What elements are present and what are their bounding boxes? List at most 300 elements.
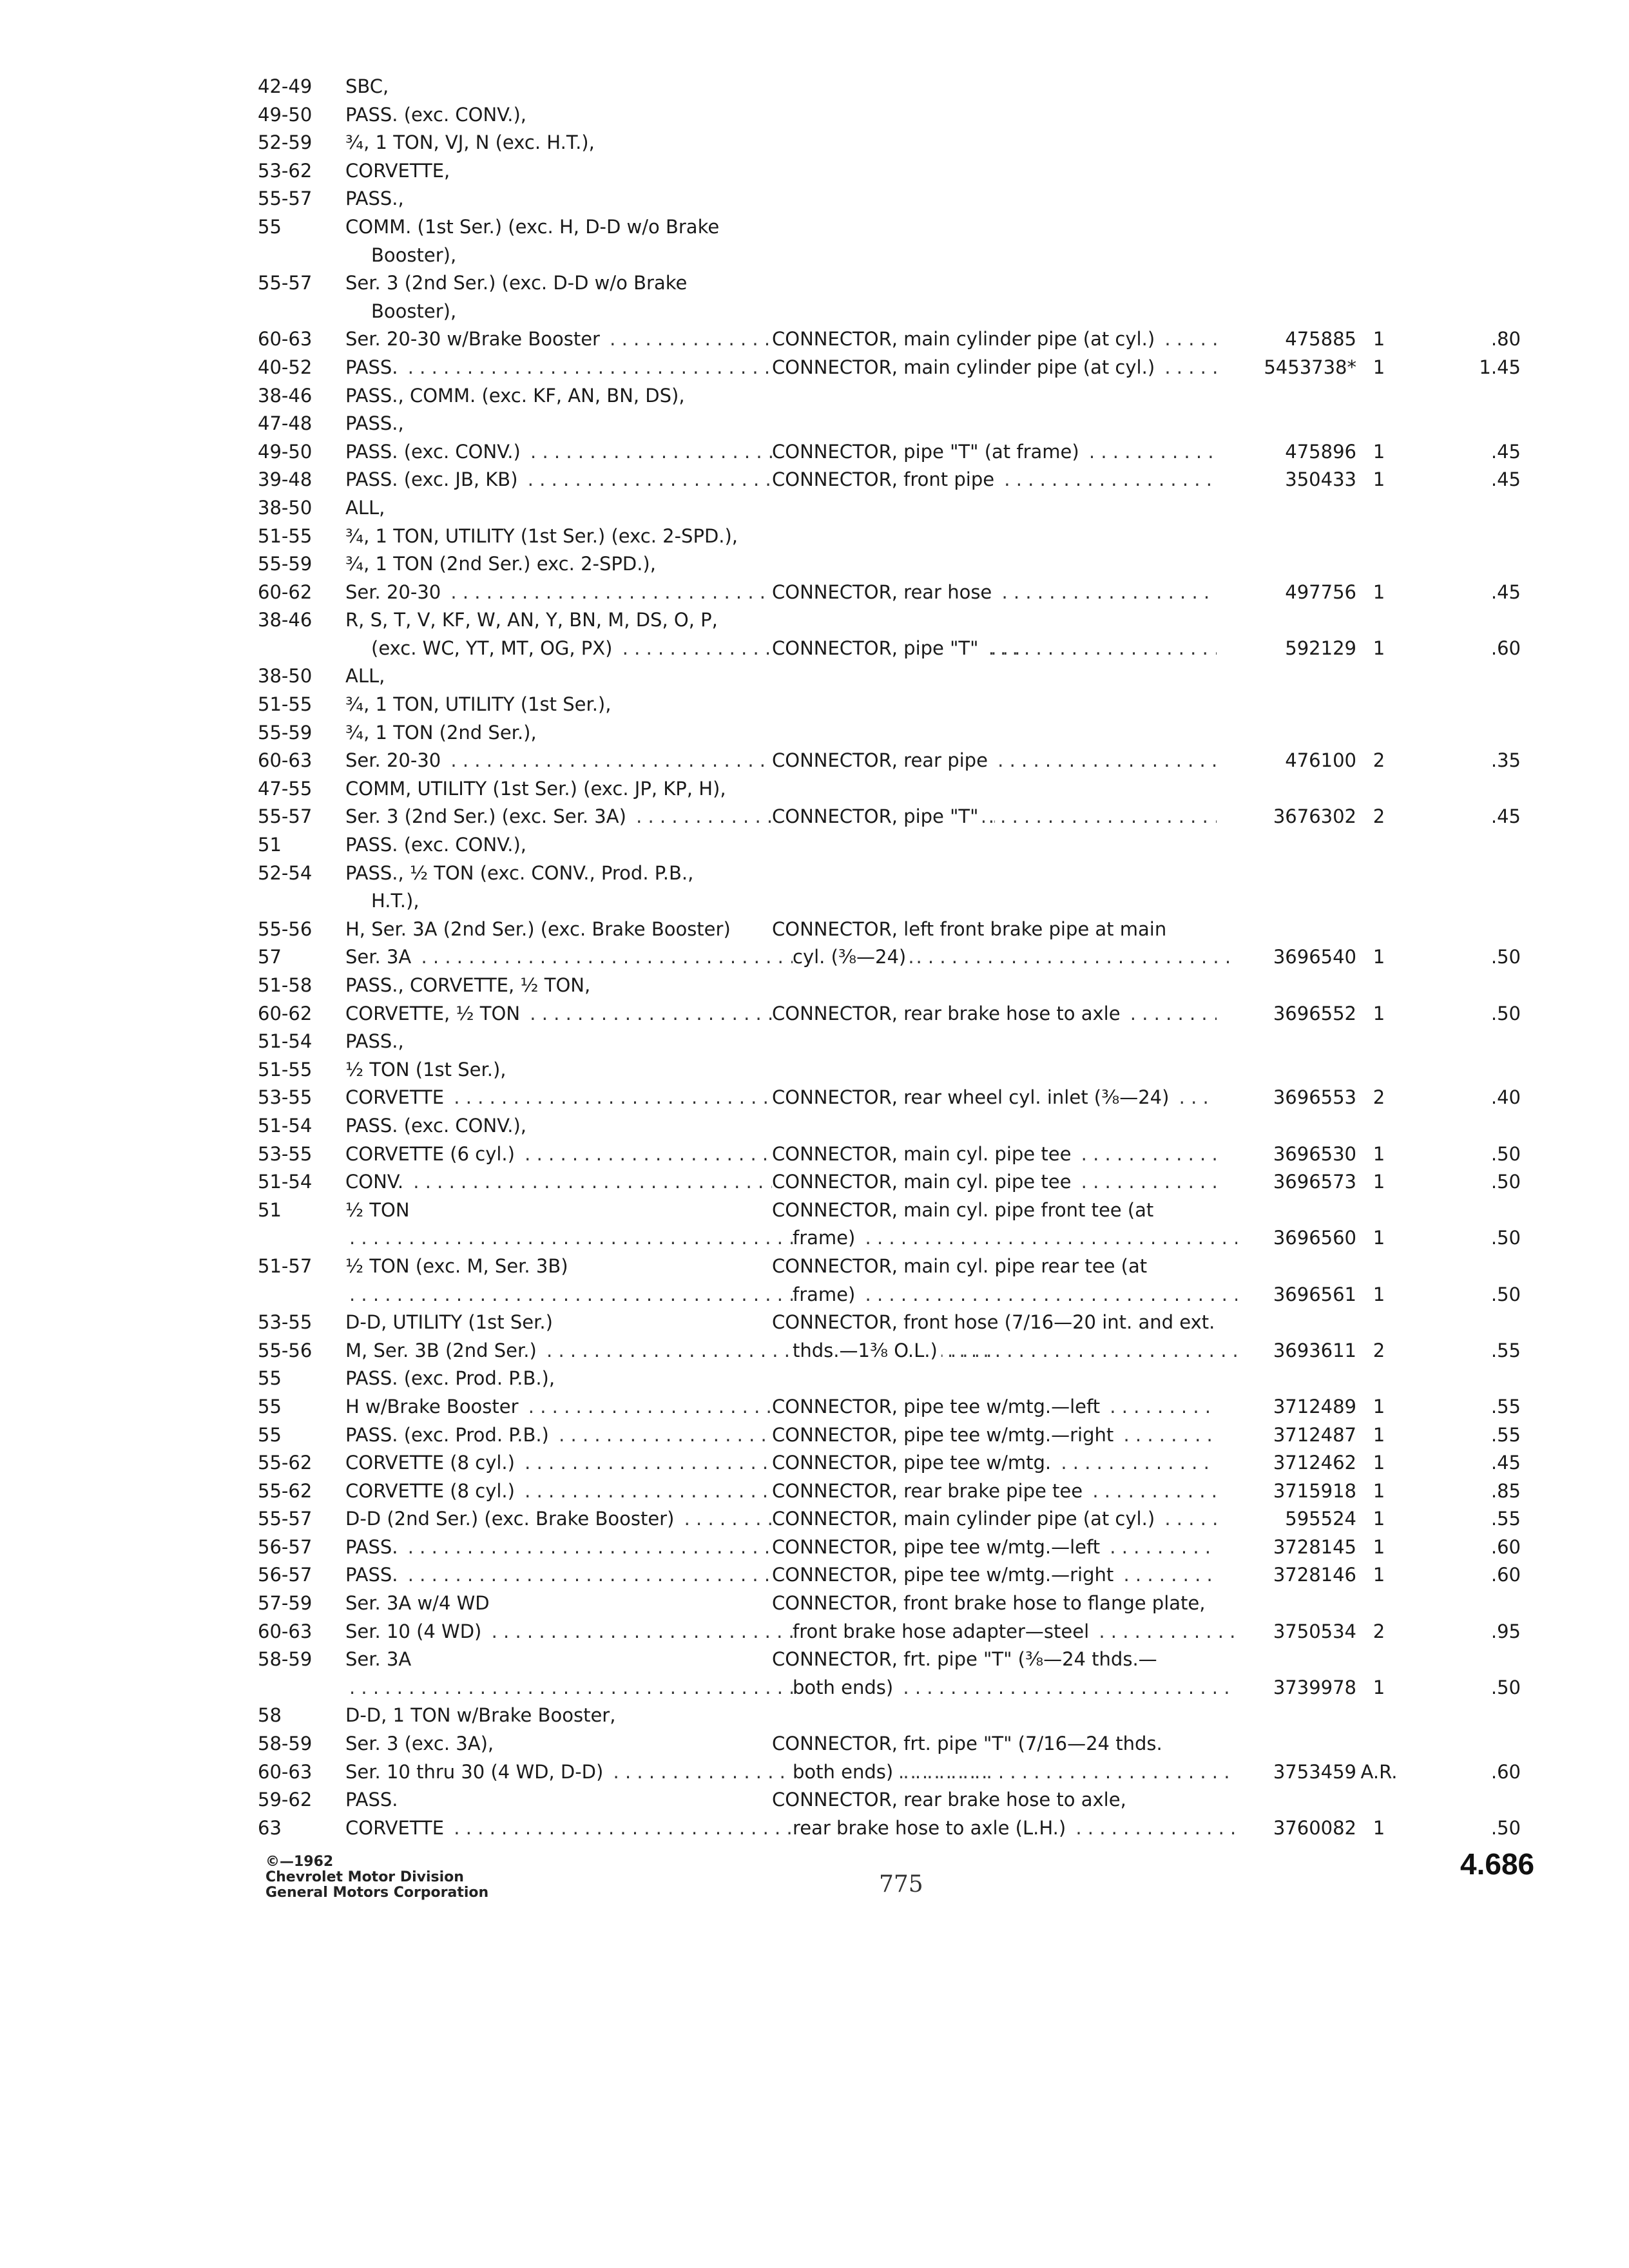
catalog-row: [258, 1618, 1521, 1646]
part-number: 3715918: [1273, 1479, 1356, 1502]
application-text: ¾, 1 TON, VJ, N (exc. H.T.),: [345, 129, 995, 157]
application-text: ½ TON (1st Ser.),: [345, 1056, 995, 1084]
application-text: Ser. 3 (2nd Ser.) (exc. D-D w/o Brake: [345, 269, 995, 298]
application-text: CORVETTE (8 cyl.) . . .: [345, 1477, 995, 1506]
quantity: 1: [1373, 328, 1385, 351]
model-years: 55-62: [258, 1479, 313, 1502]
application-text: Ser. 20-30 . . .: [345, 747, 995, 775]
model-years: 51: [258, 1198, 282, 1221]
price: .95: [1490, 1620, 1521, 1642]
quantity: 1: [1373, 1479, 1385, 1502]
catalog-row: [258, 1112, 1514, 1140]
corporation-line: General Motors Corporation: [265, 1885, 489, 1901]
price: .80: [1490, 328, 1521, 351]
part-number: 3696573: [1273, 1171, 1356, 1193]
model-years: 51-55: [258, 524, 313, 547]
part-number: 475885: [1285, 328, 1356, 351]
part-number: 3696552: [1273, 1002, 1356, 1024]
division-line: Chevrolet Motor Division: [265, 1869, 464, 1885]
catalog-row: [258, 916, 1514, 944]
application-text: ½ TON (exc. M, Ser. 3B): [345, 1253, 995, 1281]
part-number: 3712462: [1273, 1452, 1356, 1474]
price: .60: [1490, 1535, 1521, 1558]
quantity: 1: [1373, 468, 1385, 491]
model-years: 55: [258, 215, 282, 238]
quantity: 1: [1373, 637, 1385, 659]
quantity: A.R.: [1360, 1760, 1398, 1783]
quantity: 1: [1373, 440, 1385, 463]
part-description: CONNECTOR, front pipe . . .: [772, 466, 1217, 494]
catalog-row: [258, 943, 1521, 972]
part-description: frame) . . .: [793, 1224, 1237, 1253]
part-description: [772, 775, 1217, 803]
part-description: [772, 523, 1217, 551]
application-text: Ser. 20-30 w/Brake Booster . . .: [345, 325, 995, 354]
part-description: [772, 606, 1217, 635]
model-years: 53-62: [258, 159, 313, 182]
catalog-row: [258, 1702, 1514, 1730]
part-description: [772, 410, 1217, 438]
part-number: 3696530: [1273, 1142, 1356, 1165]
part-description: CONNECTOR, main cyl. pipe rear tee (at: [772, 1253, 1217, 1281]
model-years: 55-57: [258, 187, 313, 210]
catalog-row: [258, 1393, 1521, 1421]
part-description: [772, 157, 1217, 186]
catalog-row: [258, 1533, 1521, 1562]
catalog-row: [258, 466, 1521, 494]
catalog-row: [258, 1786, 1514, 1814]
application-text: CORVETTE,: [345, 157, 995, 186]
part-description: CONNECTOR, rear brake hose to axle . . .: [772, 1000, 1217, 1028]
application-text: CORVETTE . . .: [345, 1814, 995, 1843]
part-number: 595524: [1285, 1508, 1356, 1530]
part-description: CONNECTOR, main cylinder pipe (at cyl.) . . .: [772, 354, 1217, 382]
part-description: CONNECTOR, pipe "T" . . .: [772, 803, 1217, 831]
part-number: 3693611: [1273, 1339, 1356, 1361]
application-text: CORVETTE, ½ TON . . .: [345, 1000, 995, 1028]
quantity: 1: [1373, 1002, 1385, 1024]
quantity: 1: [1373, 1452, 1385, 1474]
catalog-row: [258, 1309, 1514, 1337]
catalog-row: [258, 382, 1514, 410]
application-text: CONV. . . .: [345, 1168, 995, 1196]
model-years: 56-57: [258, 1535, 313, 1558]
catalog-row: [258, 1140, 1521, 1169]
catalog-row: [258, 1168, 1521, 1196]
model-years: 55-57: [258, 272, 313, 294]
part-description: CONNECTOR, front hose (7/16—20 int. and ext.: [772, 1309, 1217, 1337]
part-description: CONNECTOR, frt. pipe "T" (⅜—24 thds.—: [772, 1646, 1217, 1674]
model-years: 51: [258, 834, 282, 856]
part-description: [772, 1028, 1217, 1056]
catalog-row: [258, 1730, 1514, 1758]
part-description: CONNECTOR, rear pipe . . .: [772, 747, 1217, 775]
quantity: 1: [1373, 946, 1385, 968]
part-description: CONNECTOR, frt. pipe "T" (7/16—24 thds.: [772, 1730, 1217, 1758]
catalog-row: [258, 1477, 1521, 1506]
catalog-row: [258, 1365, 1514, 1393]
catalog-row: [258, 972, 1514, 1000]
part-number: 3696560: [1273, 1227, 1356, 1249]
part-description: [772, 550, 1217, 579]
model-years: 51-57: [258, 1254, 313, 1277]
price: .50: [1490, 1227, 1521, 1249]
application-text: Ser. 3A . . .: [345, 943, 995, 972]
quantity: 2: [1373, 1620, 1385, 1642]
catalog-row: [258, 1505, 1521, 1533]
part-description: CONNECTOR, pipe "T" . . .: [772, 635, 1217, 663]
application-text: Ser. 20-30 . . .: [345, 579, 995, 607]
part-number: 3696540: [1273, 946, 1356, 968]
model-years: 53-55: [258, 1086, 313, 1109]
catalog-row: [258, 887, 1514, 916]
part-description: CONNECTOR, pipe tee w/mtg.—right . . .: [772, 1421, 1217, 1450]
part-number: 3676302: [1273, 805, 1356, 828]
catalog-row: [258, 129, 1514, 157]
part-description: rear brake hose to axle (L.H.) . . .: [793, 1814, 1237, 1843]
model-years: 47-48: [258, 412, 313, 435]
model-years: 60-62: [258, 1002, 313, 1024]
price: .60: [1490, 1564, 1521, 1586]
catalog-row: [258, 1028, 1514, 1056]
catalog-row: [258, 775, 1514, 803]
application-text: M, Ser. 3B (2nd Ser.) . . .: [345, 1337, 995, 1365]
model-years: 47-55: [258, 777, 313, 800]
model-years: 59-62: [258, 1789, 313, 1811]
application-text: PASS.,: [345, 1028, 995, 1056]
model-years: 55-57: [258, 1508, 313, 1530]
price: .45: [1490, 805, 1521, 828]
model-years: 60-62: [258, 581, 313, 603]
application-text: Ser. 3 (2nd Ser.) (exc. Ser. 3A) . . .: [345, 803, 995, 831]
catalog-row: [258, 325, 1521, 354]
application-text: H w/Brake Booster . . .: [345, 1393, 995, 1421]
model-years: 51-55: [258, 1058, 313, 1081]
application-text: CORVETTE (6 cyl.) . . .: [345, 1140, 995, 1169]
model-years: 60-63: [258, 328, 313, 351]
model-years: 55-56: [258, 918, 313, 940]
price: .45: [1490, 1452, 1521, 1474]
model-years: 38-50: [258, 665, 313, 687]
application-text: PASS. (exc. Prod. P.B.) . . .: [345, 1421, 995, 1450]
quantity: 1: [1373, 1283, 1385, 1305]
application-text: ½ TON: [345, 1196, 995, 1225]
model-years: 55: [258, 1367, 282, 1390]
application-text: PASS. (exc. CONV.),: [345, 1112, 995, 1140]
price: .50: [1490, 1171, 1521, 1193]
model-years: 38-46: [258, 609, 313, 631]
application-text: Booster),: [371, 242, 1021, 270]
footer-publisher: [265, 1854, 488, 1901]
model-years: 55-59: [258, 721, 313, 744]
catalog-row: [258, 1449, 1521, 1477]
part-description: [772, 1365, 1217, 1393]
application-text: COMM, UTILITY (1st Ser.) (exc. JP, KP, H),: [345, 775, 995, 803]
part-number: 3696561: [1273, 1283, 1356, 1305]
model-years: 55: [258, 1395, 282, 1418]
catalog-row: [258, 1196, 1514, 1225]
part-description: [772, 382, 1217, 410]
application-text: Ser. 10 (4 WD) . . .: [345, 1618, 995, 1646]
part-description: [772, 887, 1217, 916]
model-years: 58-59: [258, 1648, 313, 1671]
quantity: 2: [1373, 1086, 1385, 1109]
part-description: CONNECTOR, pipe tee w/mtg.—left . . .: [772, 1393, 1217, 1421]
quantity: 1: [1373, 1227, 1385, 1249]
model-years: 58: [258, 1704, 282, 1727]
catalog-row: [258, 831, 1514, 860]
application-text: H.T.),: [371, 887, 1021, 916]
quantity: 2: [1373, 805, 1385, 828]
part-description: [772, 73, 1217, 101]
model-years: 63: [258, 1816, 282, 1839]
part-number: 592129: [1285, 637, 1356, 659]
part-description: CONNECTOR, rear hose . . .: [772, 579, 1217, 607]
catalog-row: [258, 719, 1514, 747]
catalog-row: [258, 242, 1514, 270]
part-description: frame) . . .: [793, 1281, 1237, 1309]
model-years: 49-50: [258, 440, 313, 463]
part-number: 497756: [1285, 581, 1356, 603]
quantity: 1: [1373, 1816, 1385, 1839]
catalog-row: [258, 1000, 1521, 1028]
application-text: PASS., COMM. (exc. KF, AN, BN, DS),: [345, 382, 995, 410]
model-years: 55-57: [258, 805, 313, 828]
part-number: 3753459: [1273, 1760, 1356, 1783]
part-number: 3739978: [1273, 1676, 1356, 1698]
application-text: PASS., CORVETTE, ½ TON,: [345, 972, 995, 1000]
application-text: SBC,: [345, 73, 995, 101]
quantity: 1: [1373, 1171, 1385, 1193]
model-years: 56-57: [258, 1564, 313, 1586]
model-years: 60-63: [258, 749, 313, 772]
catalog-row: [258, 410, 1514, 438]
part-description: both ends) . . .: [793, 1758, 1237, 1787]
price: .85: [1490, 1479, 1521, 1502]
price: .45: [1490, 581, 1521, 603]
catalog-row: [258, 213, 1514, 242]
part-description: [772, 1056, 1217, 1084]
model-years: 51-55: [258, 693, 313, 716]
catalog-row: [258, 1421, 1521, 1450]
part-description: CONNECTOR, pipe tee w/mtg.—right . . .: [772, 1561, 1217, 1590]
part-description: CONNECTOR, main cylinder pipe (at cyl.) . . .: [772, 325, 1217, 354]
quantity: 1: [1373, 1676, 1385, 1698]
catalog-row: [258, 1253, 1514, 1281]
model-years: 58-59: [258, 1733, 313, 1755]
application-text: PASS. . . .: [345, 1561, 995, 1590]
model-years: 49-50: [258, 103, 313, 126]
model-years: 51-54: [258, 1114, 313, 1137]
application-text: ¾, 1 TON (2nd Ser.),: [345, 719, 995, 747]
application-text: Ser. 3 (exc. 3A),: [345, 1730, 995, 1758]
part-description: [772, 1702, 1217, 1730]
application-text: D-D, 1 TON w/Brake Booster,: [345, 1702, 995, 1730]
model-years: 55-59: [258, 553, 313, 575]
part-description: CONNECTOR, rear wheel cyl. inlet (⅜—24) . . .: [772, 1084, 1217, 1112]
quantity: 1: [1373, 1535, 1385, 1558]
part-description: [772, 269, 1217, 298]
model-years: 60-63: [258, 1620, 313, 1642]
catalog-row: [258, 1084, 1521, 1112]
part-description: [772, 972, 1217, 1000]
application-text: CORVETTE (8 cyl.) . . .: [345, 1449, 995, 1477]
part-description: both ends) . . .: [793, 1674, 1237, 1702]
model-years: 57: [258, 946, 282, 968]
application-text: PASS.,: [345, 410, 995, 438]
price: .55: [1490, 1339, 1521, 1361]
part-description: [772, 185, 1217, 213]
price: .60: [1490, 1760, 1521, 1783]
application-text: ¾, 1 TON, UTILITY (1st Ser.),: [345, 691, 995, 719]
part-description: [772, 494, 1217, 523]
price: .55: [1490, 1508, 1521, 1530]
part-number: 5453738*: [1264, 356, 1356, 378]
model-years: 57-59: [258, 1592, 313, 1615]
model-years: 55-62: [258, 1452, 313, 1474]
application-text: PASS. (exc. CONV.) . . .: [345, 438, 995, 466]
part-description: [772, 1112, 1217, 1140]
catalog-row: [258, 157, 1514, 186]
application-text: PASS. (exc. Prod. P.B.),: [345, 1365, 995, 1393]
application-text: D-D (2nd Ser.) (exc. Brake Booster) . . .: [345, 1505, 995, 1533]
part-description: front brake hose adapter—steel . . .: [793, 1618, 1237, 1646]
catalog-row: [258, 1337, 1521, 1365]
model-years: 51-58: [258, 974, 313, 996]
part-description: [772, 242, 1217, 270]
catalog-row: [258, 1224, 1521, 1253]
application-text: PASS. . . .: [345, 1533, 995, 1562]
catalog-row: [258, 1758, 1521, 1787]
part-number: 3712487: [1273, 1423, 1356, 1446]
catalog-row: [258, 1814, 1521, 1843]
price: .50: [1490, 1283, 1521, 1305]
model-years: 39-48: [258, 468, 313, 491]
application-text: PASS., ½ TON (exc. CONV., Prod. P.B.,: [345, 860, 995, 888]
price: 1.45: [1479, 356, 1521, 378]
part-description: CONNECTOR, pipe tee w/mtg.—left . . .: [772, 1533, 1217, 1562]
application-text: ¾, 1 TON (2nd Ser.) exc. 2-SPD.),: [345, 550, 995, 579]
application-text: (exc. WC, YT, MT, OG, PX) . . .: [371, 635, 1021, 663]
price: .50: [1490, 1816, 1521, 1839]
catalog-row: [258, 1646, 1514, 1674]
catalog-row: [258, 354, 1521, 382]
catalog-row: [258, 662, 1514, 691]
model-years: 55: [258, 1423, 282, 1446]
model-years: 51-54: [258, 1030, 313, 1053]
quantity: 1: [1373, 1508, 1385, 1530]
parts-catalog-table: [258, 73, 1521, 1842]
part-description: cyl. (⅜—24) . . .: [793, 943, 1237, 972]
price: .45: [1490, 468, 1521, 491]
catalog-row: [258, 860, 1514, 888]
application-text: PASS. (exc. JB, KB) . . .: [345, 466, 995, 494]
application-text: COMM. (1st Ser.) (exc. H, D-D w/o Brake: [345, 213, 995, 242]
quantity: 2: [1373, 1339, 1385, 1361]
part-description: CONNECTOR, main cyl. pipe tee . . .: [772, 1168, 1217, 1196]
part-number: 350433: [1285, 468, 1356, 491]
price: .55: [1490, 1423, 1521, 1446]
part-description: [772, 662, 1217, 691]
part-number: 3760082: [1273, 1816, 1356, 1839]
copyright-line: ©—1962: [265, 1854, 334, 1870]
quantity: 1: [1373, 1395, 1385, 1418]
part-description: CONNECTOR, front brake hose to flange plate,: [772, 1590, 1217, 1618]
quantity: 1: [1373, 1564, 1385, 1586]
application-text: PASS. (exc. CONV.),: [345, 101, 995, 130]
catalog-row: [258, 1056, 1514, 1084]
part-description: CONNECTOR, main cyl. pipe tee . . .: [772, 1140, 1217, 1169]
price: .50: [1490, 1002, 1521, 1024]
quantity: 2: [1373, 749, 1385, 772]
application-text: Ser. 3A w/4 WD: [345, 1590, 995, 1618]
part-description: [772, 719, 1217, 747]
application-text: ALL,: [345, 494, 995, 523]
price: .35: [1490, 749, 1521, 772]
application-text: Ser. 10 thru 30 (4 WD, D-D) . . .: [345, 1758, 995, 1787]
application-text: CORVETTE . . .: [345, 1084, 995, 1112]
part-description: [772, 101, 1217, 130]
application-text: ¾, 1 TON, UTILITY (1st Ser.) (exc. 2-SPD.),: [345, 523, 995, 551]
catalog-row: [258, 579, 1521, 607]
model-years: 52-59: [258, 131, 313, 154]
catalog-row: [258, 269, 1514, 298]
part-number: 3712489: [1273, 1395, 1356, 1418]
catalog-row: [258, 803, 1521, 831]
part-number: 3728146: [1273, 1564, 1356, 1586]
part-description: CONNECTOR, rear brake hose to axle,: [772, 1786, 1217, 1814]
application-text: ALL,: [345, 662, 995, 691]
catalog-row: [258, 635, 1521, 663]
model-years: 55-56: [258, 1339, 313, 1361]
model-years: 40-52: [258, 356, 313, 378]
catalog-row: [258, 101, 1514, 130]
price: .60: [1490, 637, 1521, 659]
application-text: PASS. . . .: [345, 354, 995, 382]
catalog-row: [258, 1590, 1514, 1618]
catalog-row: [258, 606, 1514, 635]
part-number: 3750534: [1273, 1620, 1356, 1642]
price: .50: [1490, 1676, 1521, 1698]
catalog-row: [258, 298, 1514, 326]
model-years: 38-50: [258, 496, 313, 519]
part-description: [772, 831, 1217, 860]
part-description: [772, 129, 1217, 157]
model-years: 42-49: [258, 75, 313, 97]
catalog-row: [258, 494, 1514, 523]
application-text: PASS.: [345, 1786, 995, 1814]
part-description: CONNECTOR, pipe tee w/mtg. . . .: [772, 1449, 1217, 1477]
part-number: 3728145: [1273, 1535, 1356, 1558]
section-number: 4.686: [1460, 1847, 1535, 1881]
catalog-row: [258, 185, 1514, 213]
price: .50: [1490, 946, 1521, 968]
catalog-row: [258, 747, 1521, 775]
catalog-row: [258, 691, 1514, 719]
catalog-row: [258, 1561, 1521, 1590]
catalog-row: [258, 438, 1521, 466]
price: .45: [1490, 440, 1521, 463]
price: .50: [1490, 1142, 1521, 1165]
part-description: CONNECTOR, rear brake pipe tee . . .: [772, 1477, 1217, 1506]
part-description: thds.—1⅜ O.L.) . . .: [793, 1337, 1237, 1365]
part-number: 476100: [1285, 749, 1356, 772]
application-text: D-D, UTILITY (1st Ser.): [345, 1309, 995, 1337]
part-description: [772, 860, 1217, 888]
price: .40: [1490, 1086, 1521, 1109]
catalog-row: [258, 1674, 1521, 1702]
price: .55: [1490, 1395, 1521, 1418]
